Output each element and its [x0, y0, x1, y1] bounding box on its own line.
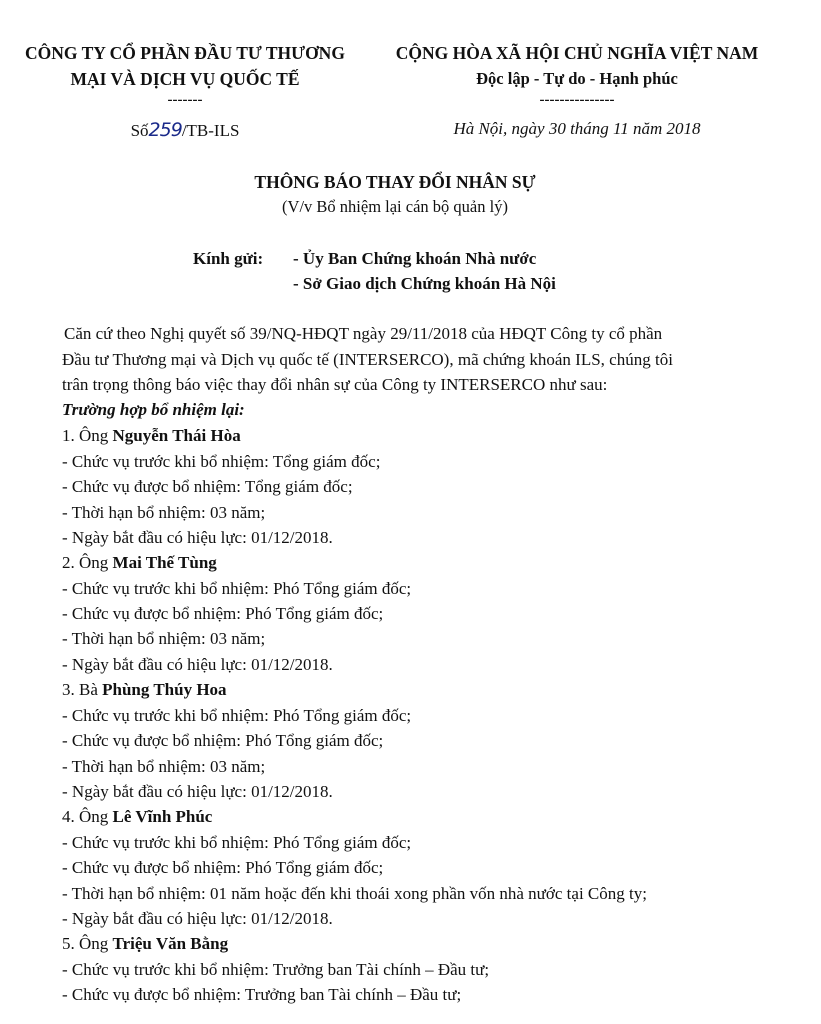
company-name-line2: MẠI VÀ DỊCH VỤ QUỐC TẾ: [70, 69, 300, 89]
person-name: Phùng Thúy Hoa: [102, 680, 227, 699]
document-number-handwritten: 259: [148, 119, 182, 141]
person-prefix: 5. Ông: [62, 934, 113, 953]
document-subtitle: (V/v Bổ nhiệm lại cán bộ quản lý): [282, 197, 508, 216]
person-name: Mai Thế Tùng: [112, 553, 217, 572]
section-heading: Trường hợp bổ nhiệm lại:: [62, 400, 245, 419]
person-detail: - Chức vụ trước khi bổ nhiệm: Phó Tổng giám đốc;: [62, 833, 412, 852]
person-name: Nguyễn Thái Hòa: [112, 426, 241, 445]
person-prefix: 3. Bà: [62, 680, 103, 699]
intro-line-1: Căn cứ theo Nghị quyết số 39/NQ-HĐQT ngày 29/11/2018 của HĐQT Công ty cổ phần: [64, 324, 663, 343]
person-prefix: 2. Ông: [62, 553, 113, 572]
person-detail: - Thời hạn bổ nhiệm: 03 năm;: [62, 757, 266, 776]
person-detail: - Chức vụ trước khi bổ nhiệm: Trưởng ban Tài chính – Đầu tư;: [62, 960, 490, 979]
company-separator: -------: [167, 92, 203, 108]
person-heading: [62, 807, 212, 827]
nation-title: CỘNG HÒA XÃ HỘI CHỦ NGHĨA VIỆT NAM: [395, 43, 759, 63]
document-number-suffix: /TB-ILS: [181, 121, 240, 140]
person-detail: - Ngày bắt đầu có hiệu lực: 01/12/2018.: [62, 528, 333, 547]
person-detail: - Chức vụ trước khi bổ nhiệm: Phó Tổng giám đốc;: [62, 706, 412, 725]
intro-line-3: trân trọng thông báo việc thay đổi nhân sự của Công ty INTERSERCO như sau:: [62, 375, 608, 394]
document-number-prefix: Số: [130, 121, 149, 140]
nation-separator: ---------------: [539, 92, 615, 108]
person-heading: [62, 553, 217, 573]
person-detail: - Chức vụ được bổ nhiệm: Phó Tổng giám đốc;: [62, 604, 384, 623]
person-heading: [62, 426, 241, 446]
document-title: THÔNG BÁO THAY ĐỔI NHÂN SỰ: [254, 172, 536, 192]
person-detail: - Chức vụ được bổ nhiệm: Phó Tổng giám đốc;: [62, 858, 384, 877]
person-detail: - Thời hạn bổ nhiệm: 01 năm hoặc đến khi thoái xong phần vốn nhà nước tại Công ty;: [62, 884, 647, 903]
person-detail: - Thời hạn bổ nhiệm: 03 năm;: [62, 629, 266, 648]
person-detail: - Chức vụ trước khi bổ nhiệm: Tổng giám đốc;: [62, 452, 381, 471]
document-number: [10, 119, 360, 141]
recipients-label: Kính gửi:: [193, 249, 264, 268]
person-heading: [62, 680, 227, 700]
person-heading: [62, 934, 228, 954]
nation-motto: Độc lập - Tự do - Hạnh phúc: [476, 69, 678, 88]
intro-line-2: Đầu tư Thương mại và Dịch vụ quốc tế (INTERSERCO), mã chứng khoán ILS, chúng tôi: [62, 350, 673, 369]
person-name: Triệu Văn Bằng: [112, 934, 229, 953]
person-detail: - Ngày bắt đầu có hiệu lực: 01/12/2018.: [62, 909, 333, 928]
person-detail: - Ngày bắt đầu có hiệu lực: 01/12/2018.: [62, 782, 333, 801]
recipient-2: - Sở Giao dịch Chứng khoán Hà Nội: [293, 274, 556, 293]
person-name: Lê Vĩnh Phúc: [112, 807, 213, 826]
person-detail: - Chức vụ được bổ nhiệm: Trưởng ban Tài chính – Đầu tư;: [62, 985, 462, 1004]
person-prefix: 4. Ông: [62, 807, 113, 826]
company-name-line1: CÔNG TY CỔ PHẦN ĐẦU TƯ THƯƠNG: [25, 43, 345, 63]
date-place: Hà Nội, ngày 30 tháng 11 năm 2018: [453, 119, 701, 138]
recipient-1: - Ủy Ban Chứng khoán Nhà nước: [293, 249, 537, 268]
person-detail: - Chức vụ được bổ nhiệm: Tổng giám đốc;: [62, 477, 353, 496]
person-detail: - Chức vụ được bổ nhiệm: Phó Tổng giám đốc;: [62, 731, 384, 750]
person-detail: - Chức vụ trước khi bổ nhiệm: Phó Tổng giám đốc;: [62, 579, 412, 598]
person-detail: - Thời hạn bổ nhiệm: 03 năm;: [62, 503, 266, 522]
person-detail: - Ngày bắt đầu có hiệu lực: 01/12/2018.: [62, 655, 333, 674]
person-prefix: 1. Ông: [62, 426, 113, 445]
